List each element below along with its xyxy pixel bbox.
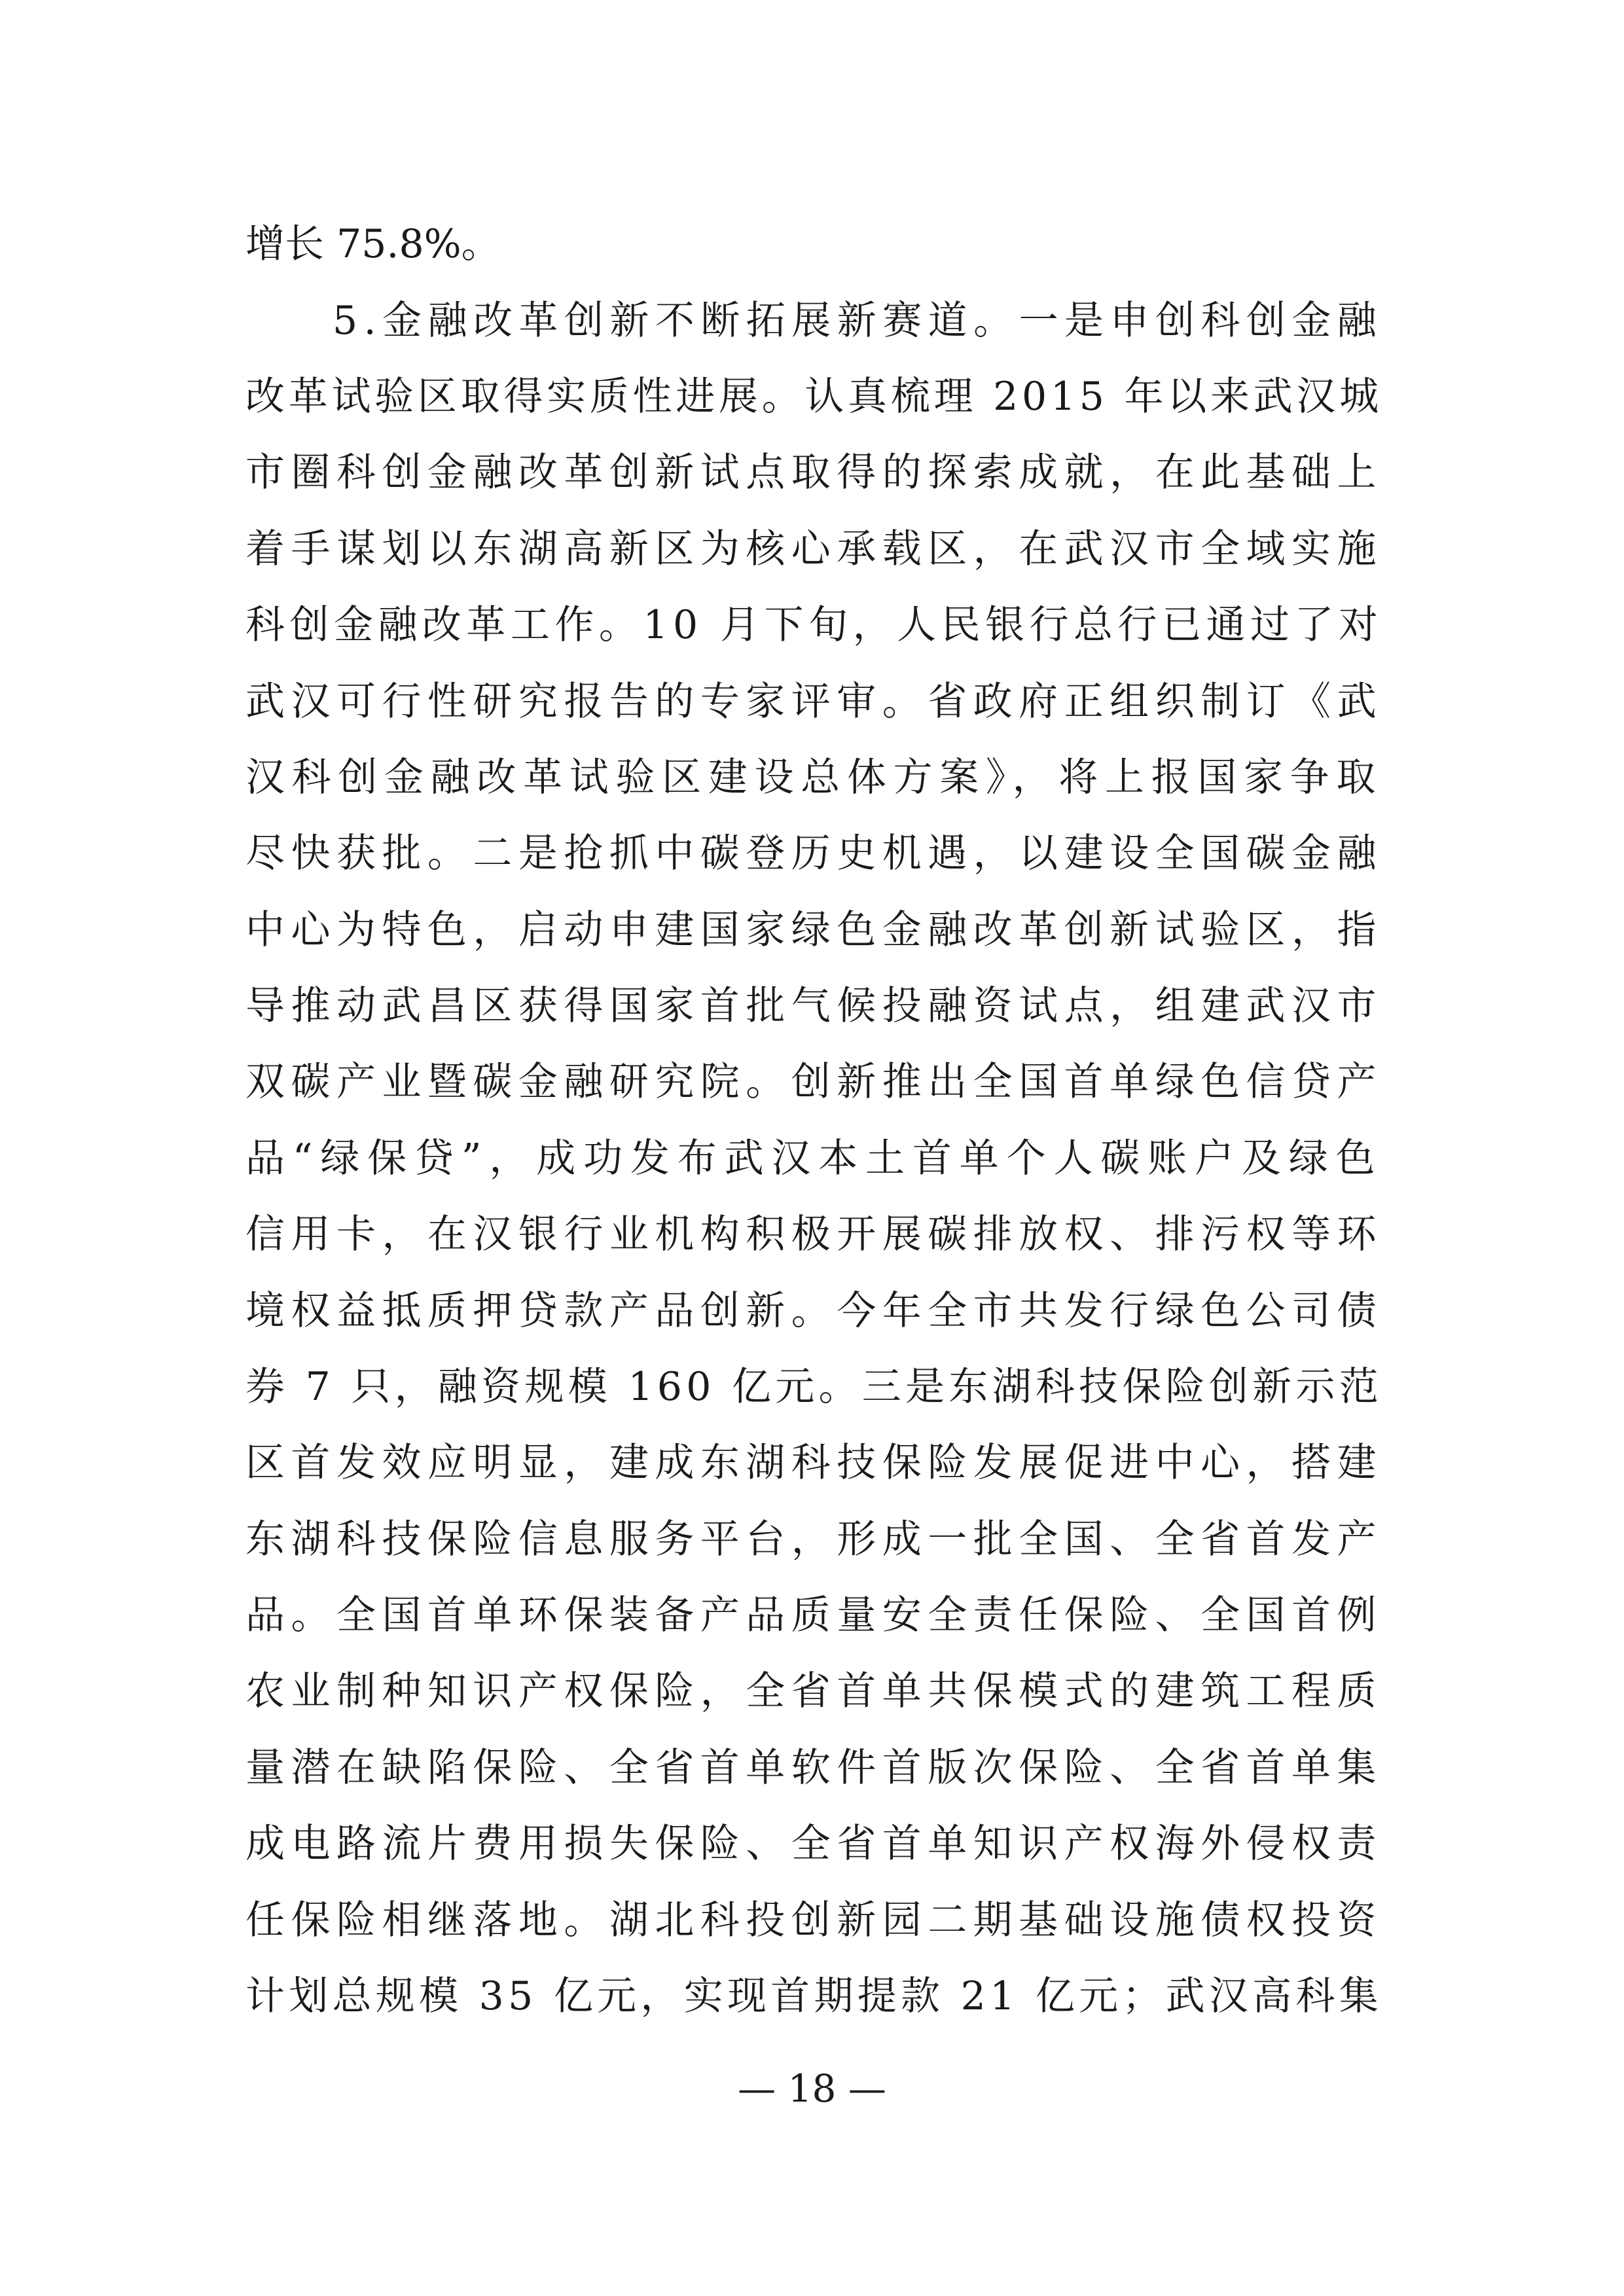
text-line: 区首发效应明显，建成东湖科技保险发展促进中心，搭建 bbox=[245, 1440, 1382, 1486]
text-line: 着手谋划以东湖高新区为核心承载区，在武汉市全域实施 bbox=[245, 526, 1382, 572]
text-line: 量潜在缺陷保险、全省首单软件首版次保险、全省首单集 bbox=[245, 1745, 1382, 1791]
text-line: 信用卡，在汉银行业机构积极开展碳排放权、排污权等环 bbox=[245, 1211, 1382, 1257]
text-line: 增长 75.8%。 bbox=[245, 221, 501, 267]
text-line: 任保险相继落地。湖北科投创新园二期基础设施债权投资 bbox=[245, 1897, 1382, 1943]
text-line: 计划总规模 35 亿元，实现首期提款 21 亿元；武汉高科集 bbox=[245, 1973, 1382, 2019]
text-line: 农业制种知识产权保险，全省首单共保模式的建筑工程质 bbox=[245, 1668, 1382, 1714]
text-line: 品“绿保贷”，成功发布武汉本土首单个人碳账户及绿色 bbox=[245, 1136, 1383, 1181]
page-number: — 18 — bbox=[738, 2066, 886, 2111]
text-line: 导推动武昌区获得国家首批气候投融资试点，组建武汉市 bbox=[245, 983, 1382, 1029]
text-line: 品。全国首单环保装备产品质量安全责任保险、全国首例 bbox=[245, 1592, 1382, 1638]
text-line: 武汉可行性研究报告的专家评审。省政府正组织制订《武 bbox=[245, 679, 1382, 725]
text-line: 券 7 只，融资规模 160 亿元。三是东湖科技保险创新示范 bbox=[245, 1364, 1382, 1410]
text-line: 成电路流片费用损失保险、全省首单知识产权海外侵权责 bbox=[245, 1821, 1382, 1867]
text-line: 东湖科技保险信息服务平台，形成一批全国、全省首发产 bbox=[245, 1516, 1382, 1562]
text-line: 双碳产业暨碳金融研究院。创新推出全国首单绿色信贷产 bbox=[245, 1059, 1382, 1105]
text-line: 汉科创金融改革试验区建设总体方案》，将上报国家争取 bbox=[245, 755, 1382, 800]
text-line: 5.金融改革创新不断拓展新赛道。一是申创科创金融 bbox=[333, 298, 1383, 344]
text-line: 中心为特色，启动申建国家绿色金融改革创新试验区，指 bbox=[245, 907, 1382, 953]
text-line: 尽快获批。二是抢抓中碳登历史机遇，以建设全国碳金融 bbox=[245, 831, 1382, 876]
text-line: 市圈科创金融改革创新试点取得的探索成就，在此基础上 bbox=[245, 450, 1382, 495]
text-line: 境权益抵质押贷款产品创新。今年全市共发行绿色公司债 bbox=[245, 1288, 1382, 1334]
text-line: 改革试验区取得实质性进展。认真梳理 2015 年以来武汉城 bbox=[245, 374, 1382, 420]
text-line: 科创金融改革工作。10 月下旬，人民银行总行已通过了对 bbox=[245, 602, 1383, 648]
